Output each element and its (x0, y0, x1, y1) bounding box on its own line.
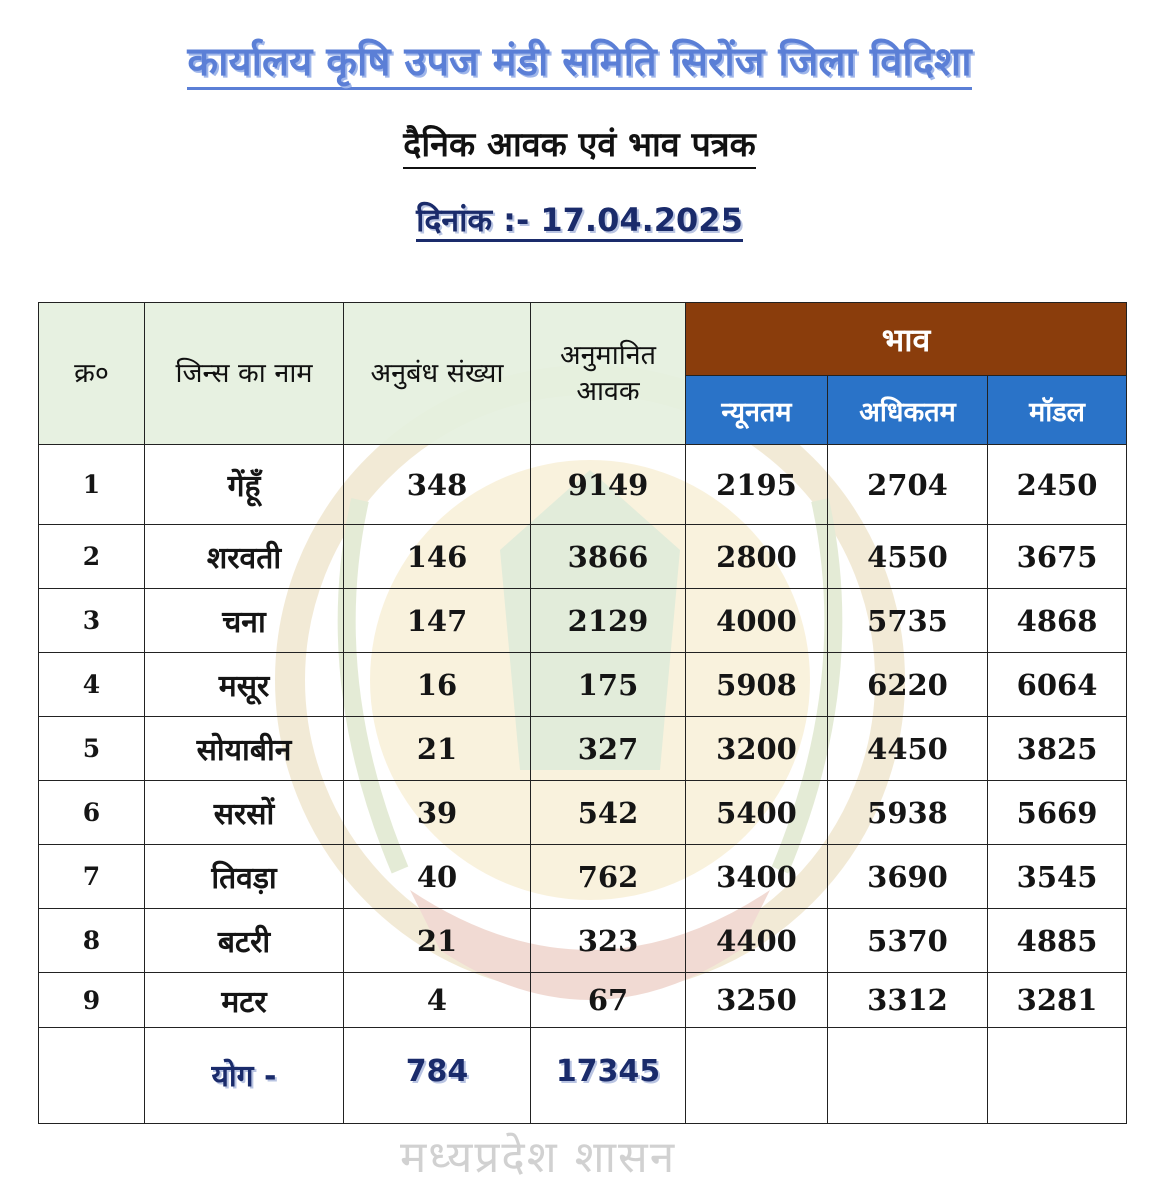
table-row (39, 445, 1127, 525)
watermark-text: मध्यप्रदेश शासन (400, 1132, 677, 1183)
total-arrival: 17345 (531, 1028, 686, 1124)
cell-contracts: 40 (344, 845, 531, 909)
cell-max-price: 3690 (828, 845, 988, 909)
cell-commodity: सोयाबीन (145, 717, 344, 781)
cell-arrival: 3866 (531, 525, 686, 589)
cell-modal-price: 3825 (988, 717, 1127, 781)
cell-min-price: 2195 (686, 445, 828, 525)
table-row (39, 973, 1127, 1028)
cell-contracts: 4 (344, 973, 531, 1028)
cell-contracts: 146 (344, 525, 531, 589)
cell-arrival: 323 (531, 909, 686, 973)
cell-arrival: 2129 (531, 589, 686, 653)
column-header-contracts: अनुबंध संख्या (344, 303, 531, 445)
cell-serial: 1 (39, 445, 145, 525)
cell-modal-price: 3675 (988, 525, 1127, 589)
table-row (39, 845, 1127, 909)
cell-modal-price: 3545 (988, 845, 1127, 909)
table-row (39, 717, 1127, 781)
cell-modal-price: 6064 (988, 653, 1127, 717)
total-row (39, 1028, 1127, 1124)
cell-min-price: 5400 (686, 781, 828, 845)
cell-empty (686, 1028, 828, 1124)
table-row (39, 525, 1127, 589)
cell-commodity: गेंहूॅं (145, 445, 344, 525)
cell-max-price: 5370 (828, 909, 988, 973)
cell-commodity: शरवती (145, 525, 344, 589)
cell-max-price: 4450 (828, 717, 988, 781)
cell-max-price: 6220 (828, 653, 988, 717)
cell-arrival: 327 (531, 717, 686, 781)
cell-arrival: 67 (531, 973, 686, 1028)
table-row (39, 781, 1127, 845)
cell-commodity: बटरी (145, 909, 344, 973)
cell-serial: 7 (39, 845, 145, 909)
column-header-max-price: अधिकतम (828, 376, 988, 445)
cell-serial: 2 (39, 525, 145, 589)
cell-max-price: 2704 (828, 445, 988, 525)
cell-min-price: 3250 (686, 973, 828, 1028)
cell-commodity: मसूर (145, 653, 344, 717)
column-header-arrival: अनुमानित आवक (531, 303, 686, 445)
cell-min-price: 4000 (686, 589, 828, 653)
cell-serial: 5 (39, 717, 145, 781)
report-subtitle: दैनिक आवक एवं भाव पत्रक (0, 120, 1159, 166)
cell-serial: 8 (39, 909, 145, 973)
cell-min-price: 3200 (686, 717, 828, 781)
cell-max-price: 4550 (828, 525, 988, 589)
column-header-serial: क्र० (39, 303, 145, 445)
cell-arrival: 9149 (531, 445, 686, 525)
table-row (39, 653, 1127, 717)
cell-modal-price: 4885 (988, 909, 1127, 973)
column-header-min-price: न्यूनतम (686, 376, 828, 445)
cell-contracts: 147 (344, 589, 531, 653)
cell-max-price: 5938 (828, 781, 988, 845)
cell-serial: 4 (39, 653, 145, 717)
table-row (39, 589, 1127, 653)
total-contracts: 784 (344, 1028, 531, 1124)
cell-modal-price: 2450 (988, 445, 1127, 525)
cell-contracts: 39 (344, 781, 531, 845)
arrival-price-table (38, 302, 1127, 1124)
cell-max-price: 5735 (828, 589, 988, 653)
cell-min-price: 3400 (686, 845, 828, 909)
cell-modal-price: 5669 (988, 781, 1127, 845)
cell-min-price: 5908 (686, 653, 828, 717)
cell-commodity: मटर (145, 973, 344, 1028)
cell-contracts: 16 (344, 653, 531, 717)
cell-modal-price: 4868 (988, 589, 1127, 653)
cell-serial: 3 (39, 589, 145, 653)
cell-commodity: चना (145, 589, 344, 653)
cell-contracts: 21 (344, 717, 531, 781)
column-header-price-group: भाव (686, 303, 1127, 376)
report-date: दिनांक :- 17.04.2025 (0, 198, 1159, 241)
cell-commodity: तिवड़ा (145, 845, 344, 909)
cell-serial: 9 (39, 973, 145, 1028)
cell-arrival: 762 (531, 845, 686, 909)
cell-commodity: सरसों (145, 781, 344, 845)
cell-min-price: 4400 (686, 909, 828, 973)
cell-contracts: 348 (344, 445, 531, 525)
cell-arrival: 175 (531, 653, 686, 717)
office-title: कार्यालय कृषि उपज मंडी समिति सिरोंज जिला विदिशा (0, 38, 1159, 86)
total-label: योग - (145, 1028, 344, 1124)
cell-empty (39, 1028, 145, 1124)
cell-modal-price: 3281 (988, 973, 1127, 1028)
cell-min-price: 2800 (686, 525, 828, 589)
column-header-commodity: जिन्स का नाम (145, 303, 344, 445)
column-header-modal-price: मॉडल (988, 376, 1127, 445)
table-row (39, 909, 1127, 973)
cell-arrival: 542 (531, 781, 686, 845)
cell-empty (988, 1028, 1127, 1124)
cell-empty (828, 1028, 988, 1124)
cell-serial: 6 (39, 781, 145, 845)
cell-contracts: 21 (344, 909, 531, 973)
cell-max-price: 3312 (828, 973, 988, 1028)
